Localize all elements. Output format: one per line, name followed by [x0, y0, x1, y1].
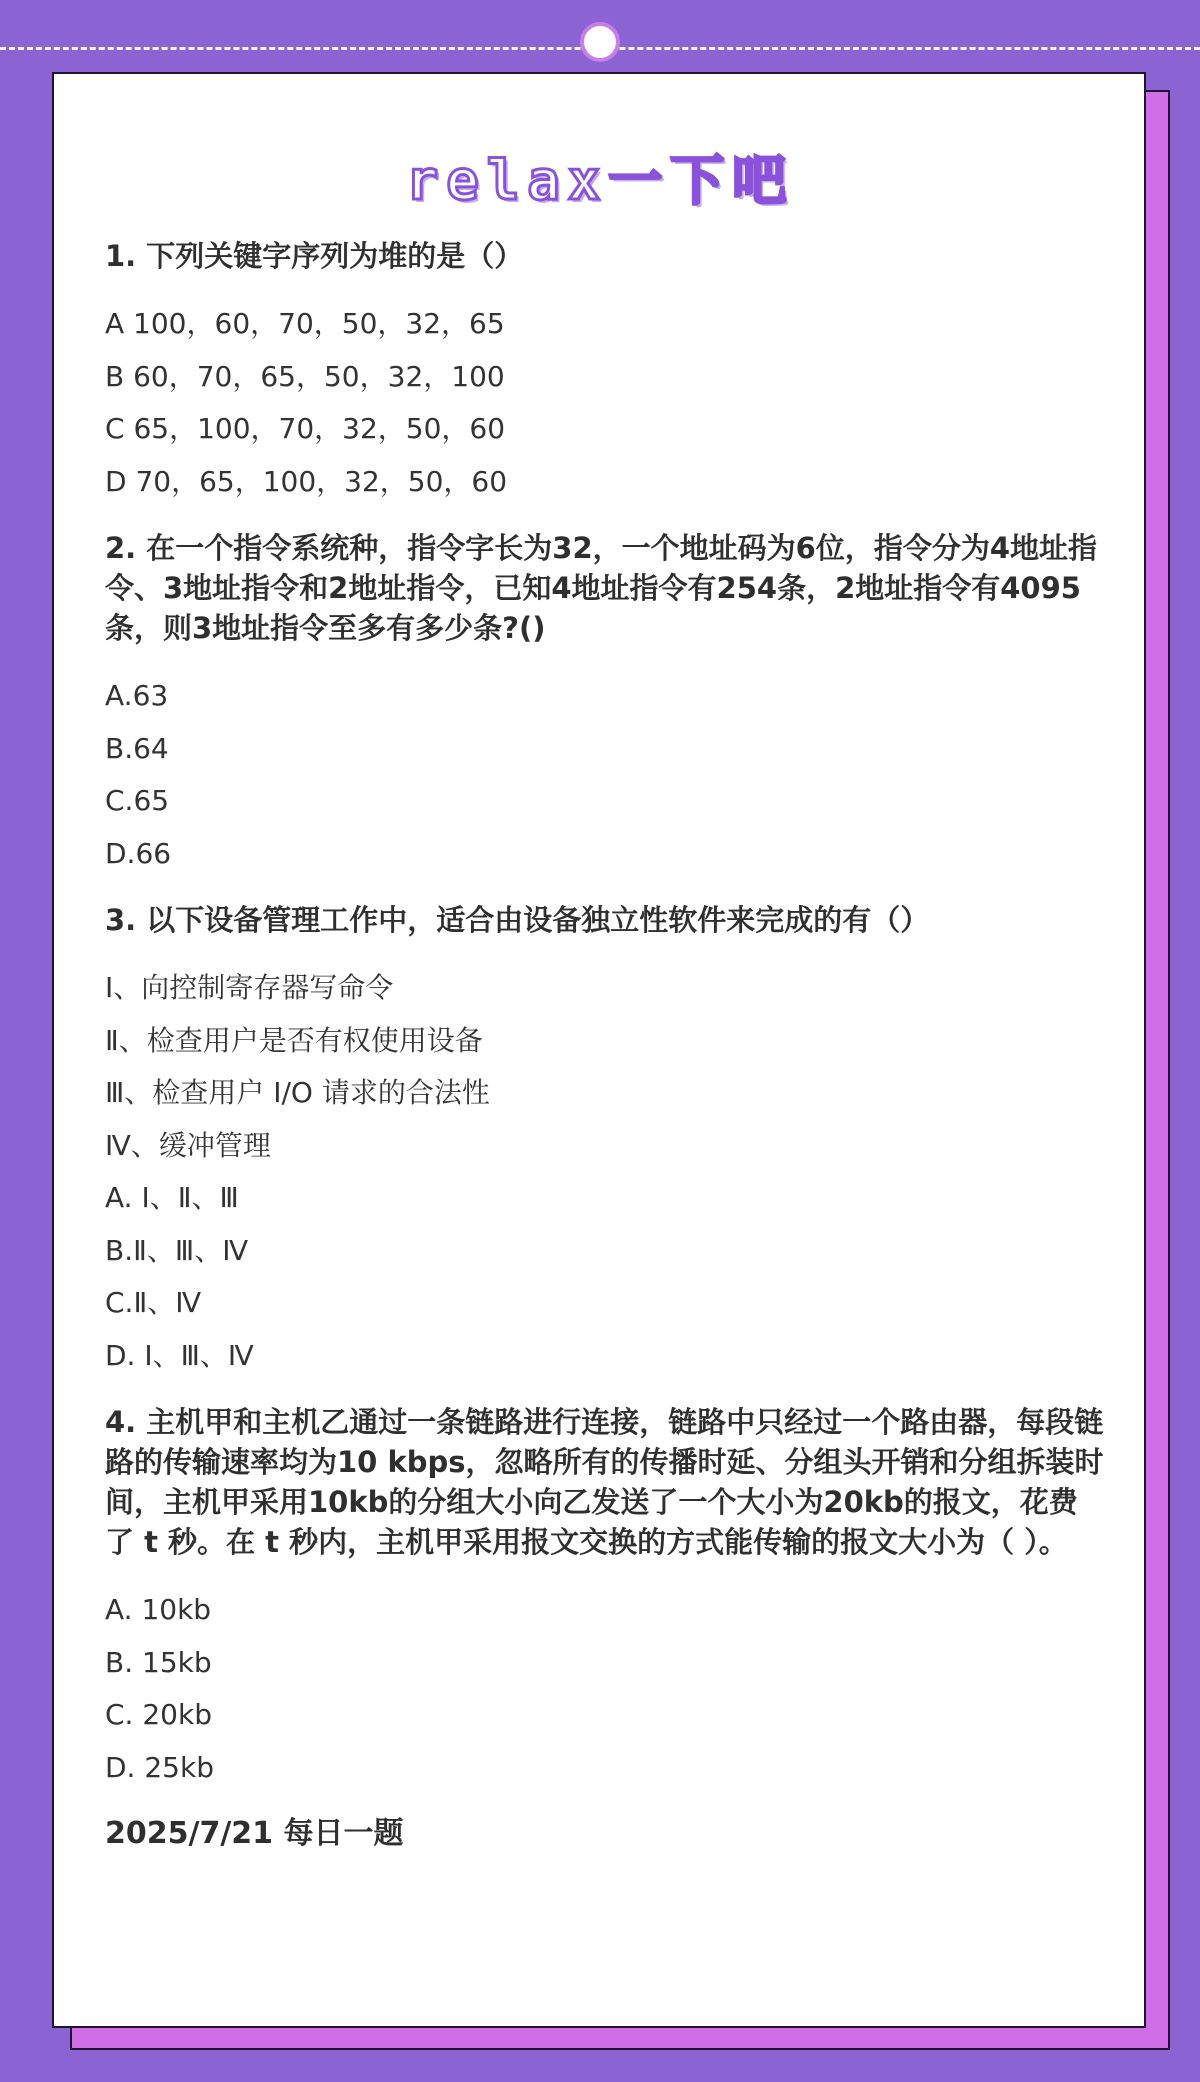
option: C.65: [105, 784, 170, 817]
option: C.Ⅱ、Ⅳ: [105, 1286, 202, 1319]
question-2: [105, 528, 1105, 880]
option: B.Ⅱ、Ⅲ、Ⅳ: [105, 1233, 249, 1267]
option: B.64: [105, 731, 169, 765]
option: Ⅲ、检查用户 I/O 请求的合法性: [105, 1076, 490, 1109]
option: D. 25kb: [105, 1750, 214, 1784]
option: D. Ⅰ、Ⅲ、Ⅳ: [105, 1338, 254, 1372]
date-footer: 2025/7/21 每日一题: [105, 1816, 404, 1851]
page-title: relax一下吧: [405, 149, 795, 212]
question-title: 1. 下列关键字序列为堆的是（）: [105, 239, 524, 273]
option: A.63: [105, 679, 169, 712]
option: B 60，70，65，50，32，100: [105, 359, 505, 393]
question-4: [105, 1402, 1105, 1794]
option: B. 15kb: [105, 1645, 212, 1679]
question-title: 2. 在一个指令系统种，指令字长为32，一个地址码为6位，指令分为4地址指令、3地址指令和2地址指令，已知4地址指令有254条，2地址指令有4095条，则3地址指令至多有多少条?(): [105, 531, 1098, 645]
option: A. 10kb: [105, 1593, 212, 1626]
option: Ⅱ、检查用户是否有权使用设备: [105, 1023, 483, 1057]
question-3: [105, 900, 1105, 1382]
question-1: [105, 236, 1105, 508]
question-title: 4. 主机甲和主机乙通过一条链路进行连接，链路中只经过一个路由器，每段链路的传输速率均为10 kbps，忽略所有的传播时延、分组头开销和分组拆装时间，主机甲采用10kb的分组大小向乙发送了一个大小为20kb的报文，花费了 t 秒。在 t 秒内，主机甲采用报文交换的方式能传输的报文大小为（ ）。: [105, 1405, 1104, 1559]
option: C. 20kb: [105, 1698, 212, 1731]
option: A. Ⅰ、Ⅱ、Ⅲ: [105, 1181, 239, 1214]
option: D 70，65，100，32，50，60: [105, 464, 508, 498]
option: C 65，100，70，32，50，60: [105, 412, 506, 445]
quiz-content: [105, 236, 1105, 1854]
option: Ⅳ、缓冲管理: [105, 1128, 271, 1162]
pin-circle-decoration: [580, 22, 620, 62]
option: Ⅰ、向控制寄存器写命令: [105, 971, 394, 1004]
option: A 100，60，70，50，32，65: [105, 307, 505, 340]
option: D.66: [105, 836, 172, 870]
question-title: 3. 以下设备管理工作中，适合由设备独立性软件来完成的有（）: [105, 903, 930, 937]
